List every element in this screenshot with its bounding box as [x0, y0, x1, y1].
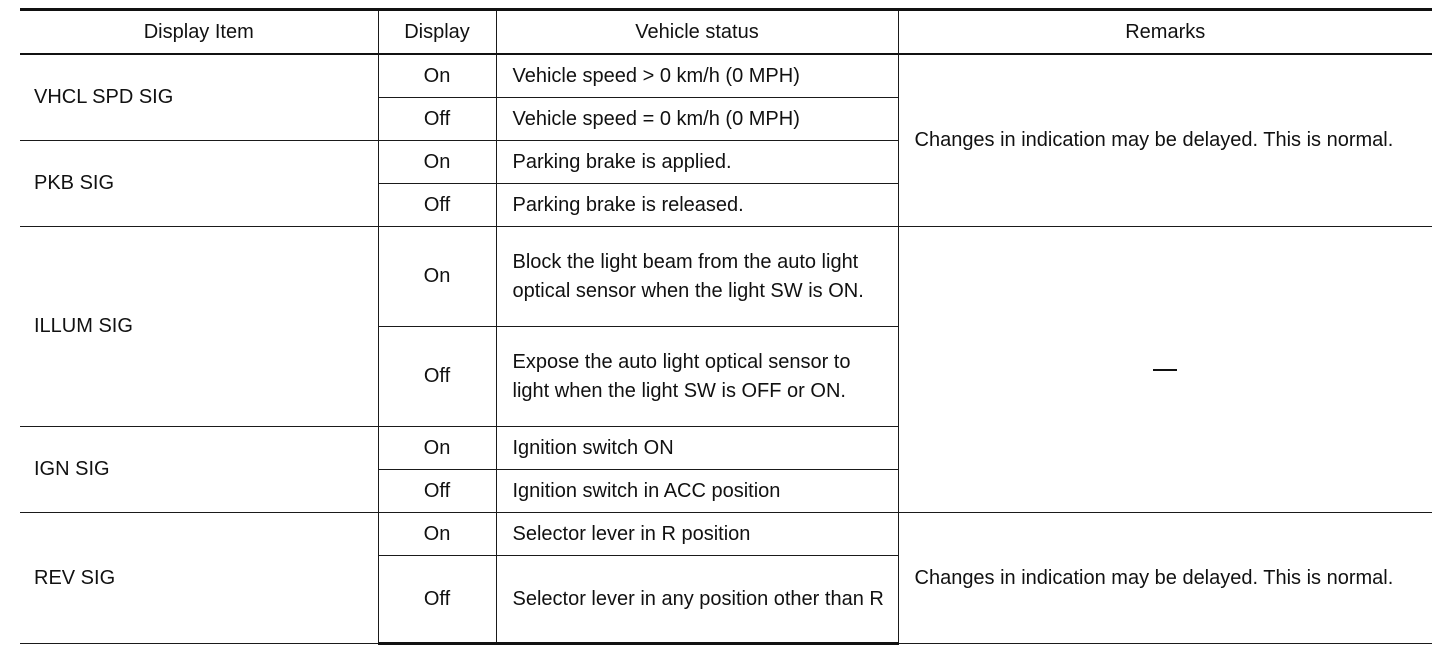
display-value: Off [378, 470, 496, 513]
em-dash [1153, 369, 1177, 371]
display-value: Off [378, 98, 496, 141]
item-vhcl-spd-sig: VHCL SPD SIG [20, 54, 378, 141]
display-value: On [378, 513, 496, 556]
vehicle-status: Parking brake is applied. [496, 141, 898, 184]
header-remarks: Remarks [898, 10, 1432, 55]
vehicle-status: Selector lever in any position other than R [496, 556, 898, 644]
header-row [20, 10, 1432, 55]
display-item-table-container [20, 8, 1432, 645]
remarks-cell: Changes in indication may be delayed. This is normal. [898, 513, 1432, 644]
remarks-cell [898, 227, 1432, 513]
header-display-item: Display Item [20, 10, 378, 55]
vehicle-status: Parking brake is released. [496, 184, 898, 227]
display-value: Off [378, 184, 496, 227]
table-row [20, 54, 1432, 98]
display-value: On [378, 54, 496, 98]
header-vehicle-status: Vehicle status [496, 10, 898, 55]
item-illum-sig: ILLUM SIG [20, 227, 378, 427]
vehicle-status: Vehicle speed = 0 km/h (0 MPH) [496, 98, 898, 141]
item-ign-sig: IGN SIG [20, 427, 378, 513]
table-row [20, 227, 1432, 327]
display-value: Off [378, 556, 496, 644]
header-display: Display [378, 10, 496, 55]
display-value: On [378, 427, 496, 470]
vehicle-status: Ignition switch ON [496, 427, 898, 470]
display-value: Off [378, 327, 496, 427]
vehicle-status: Ignition switch in ACC position [496, 470, 898, 513]
vehicle-status: Selector lever in R position [496, 513, 898, 556]
display-value: On [378, 141, 496, 184]
table-row [20, 513, 1432, 556]
item-rev-sig: REV SIG [20, 513, 378, 644]
vehicle-status: Expose the auto light optical sensor to light when the light SW is OFF or ON. [496, 327, 898, 427]
vehicle-status: Vehicle speed > 0 km/h (0 MPH) [496, 54, 898, 98]
vehicle-status: Block the light beam from the auto light optical sensor when the light SW is ON. [496, 227, 898, 327]
remarks-cell: Changes in indication may be delayed. This is normal. [898, 54, 1432, 227]
display-item-table [20, 8, 1432, 645]
display-value: On [378, 227, 496, 327]
item-pkb-sig: PKB SIG [20, 141, 378, 227]
